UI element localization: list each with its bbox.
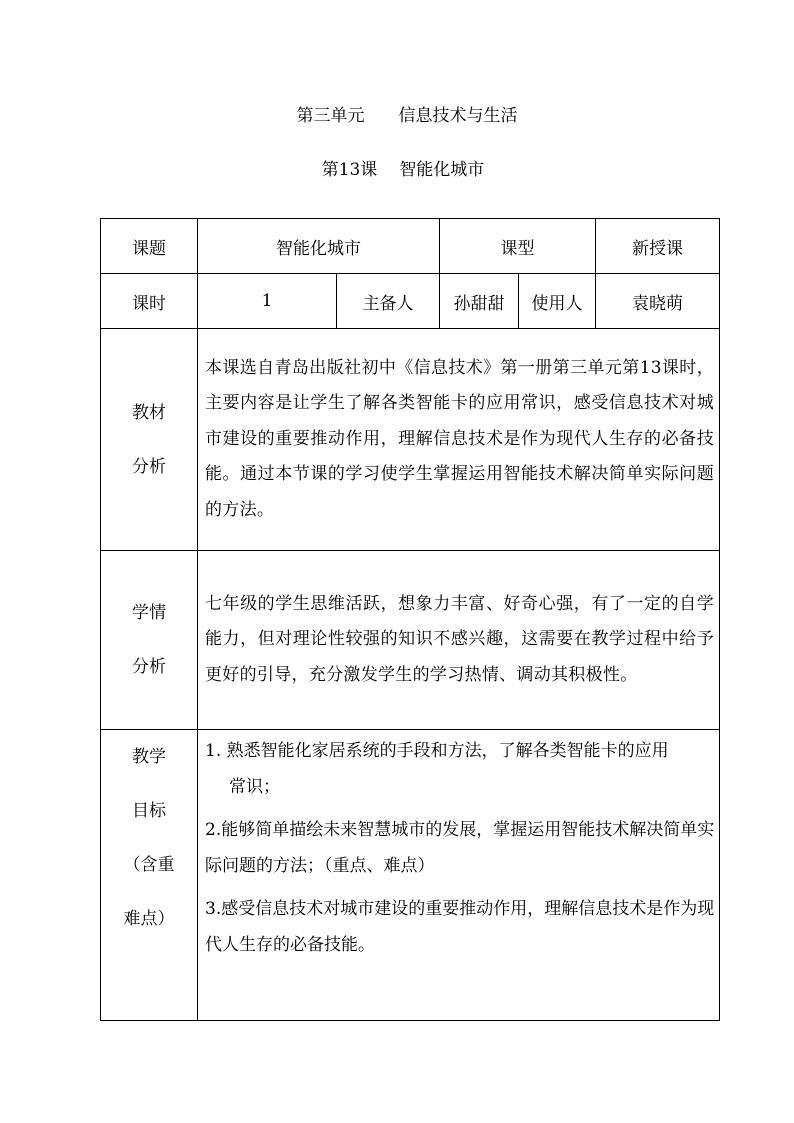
textbook-analysis-text: 本课选自青岛出版社初中《信息技术》第一册第三单元第13课时，主要内容是让学生了解各类智能卡的应用常识，感受信息技术对城市建设的重要推动作用，理解信息技术是作为现代人生存的必备技能。通过本节课的学习使学生掌握运用智能技术解决简单实际问题的方法。 [205, 357, 714, 520]
student-analysis-label: 学情 [132, 603, 166, 623]
student-analysis-text-cell [198, 551, 720, 730]
textbook-analysis-label: 教材 [132, 402, 166, 423]
goal-1-continuation: 常识； [229, 776, 280, 797]
teaching-goals-text-cell [198, 730, 720, 1021]
unit-number: 第三单元 [296, 106, 365, 126]
hours-label: 课时 [101, 274, 198, 329]
lesson-number: 第13课 [321, 160, 378, 180]
student-analysis-text: 七年级的学生思维活跃，想象力丰富、好奇心强，有了一定的自学能力，但对理论性较强的知识不感兴趣，这需要在教学过程中给予更好的引导，充分激发学生的学习热情、调动其积极性。 [205, 593, 714, 685]
student-analysis-label-2: 分析 [132, 657, 166, 677]
lesson-title: 智能化城市 [399, 160, 485, 180]
student-analysis-label-cell [101, 551, 198, 730]
teaching-goals-label: 教学 [132, 747, 166, 767]
lesson-plan-table [100, 218, 720, 1021]
preparer-label: 主备人 [337, 274, 440, 329]
user-label: 使用人 [519, 274, 596, 329]
type-value: 新授课 [596, 219, 720, 274]
table-row [101, 329, 720, 551]
table-row [101, 551, 720, 730]
teaching-goals-label-3: （含重 [123, 855, 175, 875]
goal-3-text: 3.感受信息技术对城市建设的重要推动作用，理解信息技术是作为现代人生存的必备技能。 [205, 899, 715, 955]
topic-label: 课题 [101, 219, 198, 274]
user-value: 袁晓萌 [596, 274, 720, 329]
hours-value: 1 [198, 274, 337, 329]
textbook-analysis-text-cell [198, 329, 720, 551]
textbook-analysis-label-2: 分析 [132, 456, 166, 477]
goal-1-text: 1. 熟悉智能化家居系统的手段和方法，了解各类智能卡的应用 [205, 741, 669, 761]
topic-value: 智能化城市 [198, 219, 440, 274]
goal-2-text: 2.能够简单描绘未来智慧城市的发展，掌握运用智能技术解决简单实际问题的方法；（重点、难点） [205, 820, 715, 876]
unit-title: 信息技术与生活 [398, 106, 518, 126]
lesson-heading [0, 159, 794, 181]
unit-heading [0, 105, 794, 127]
teaching-goals-label-2: 目标 [132, 801, 166, 821]
goal-item [205, 813, 715, 884]
preparer-value: 孙甜甜 [440, 274, 519, 329]
teaching-goals-label-4: 难点） [123, 909, 175, 929]
goal-item [205, 892, 715, 963]
type-label: 课型 [440, 219, 596, 274]
table-row [101, 730, 720, 1021]
textbook-analysis-label-cell [101, 329, 198, 551]
table-row [101, 274, 720, 329]
teaching-goals-label-cell [101, 730, 198, 1021]
table-row [101, 219, 720, 274]
goal-item [205, 734, 715, 805]
